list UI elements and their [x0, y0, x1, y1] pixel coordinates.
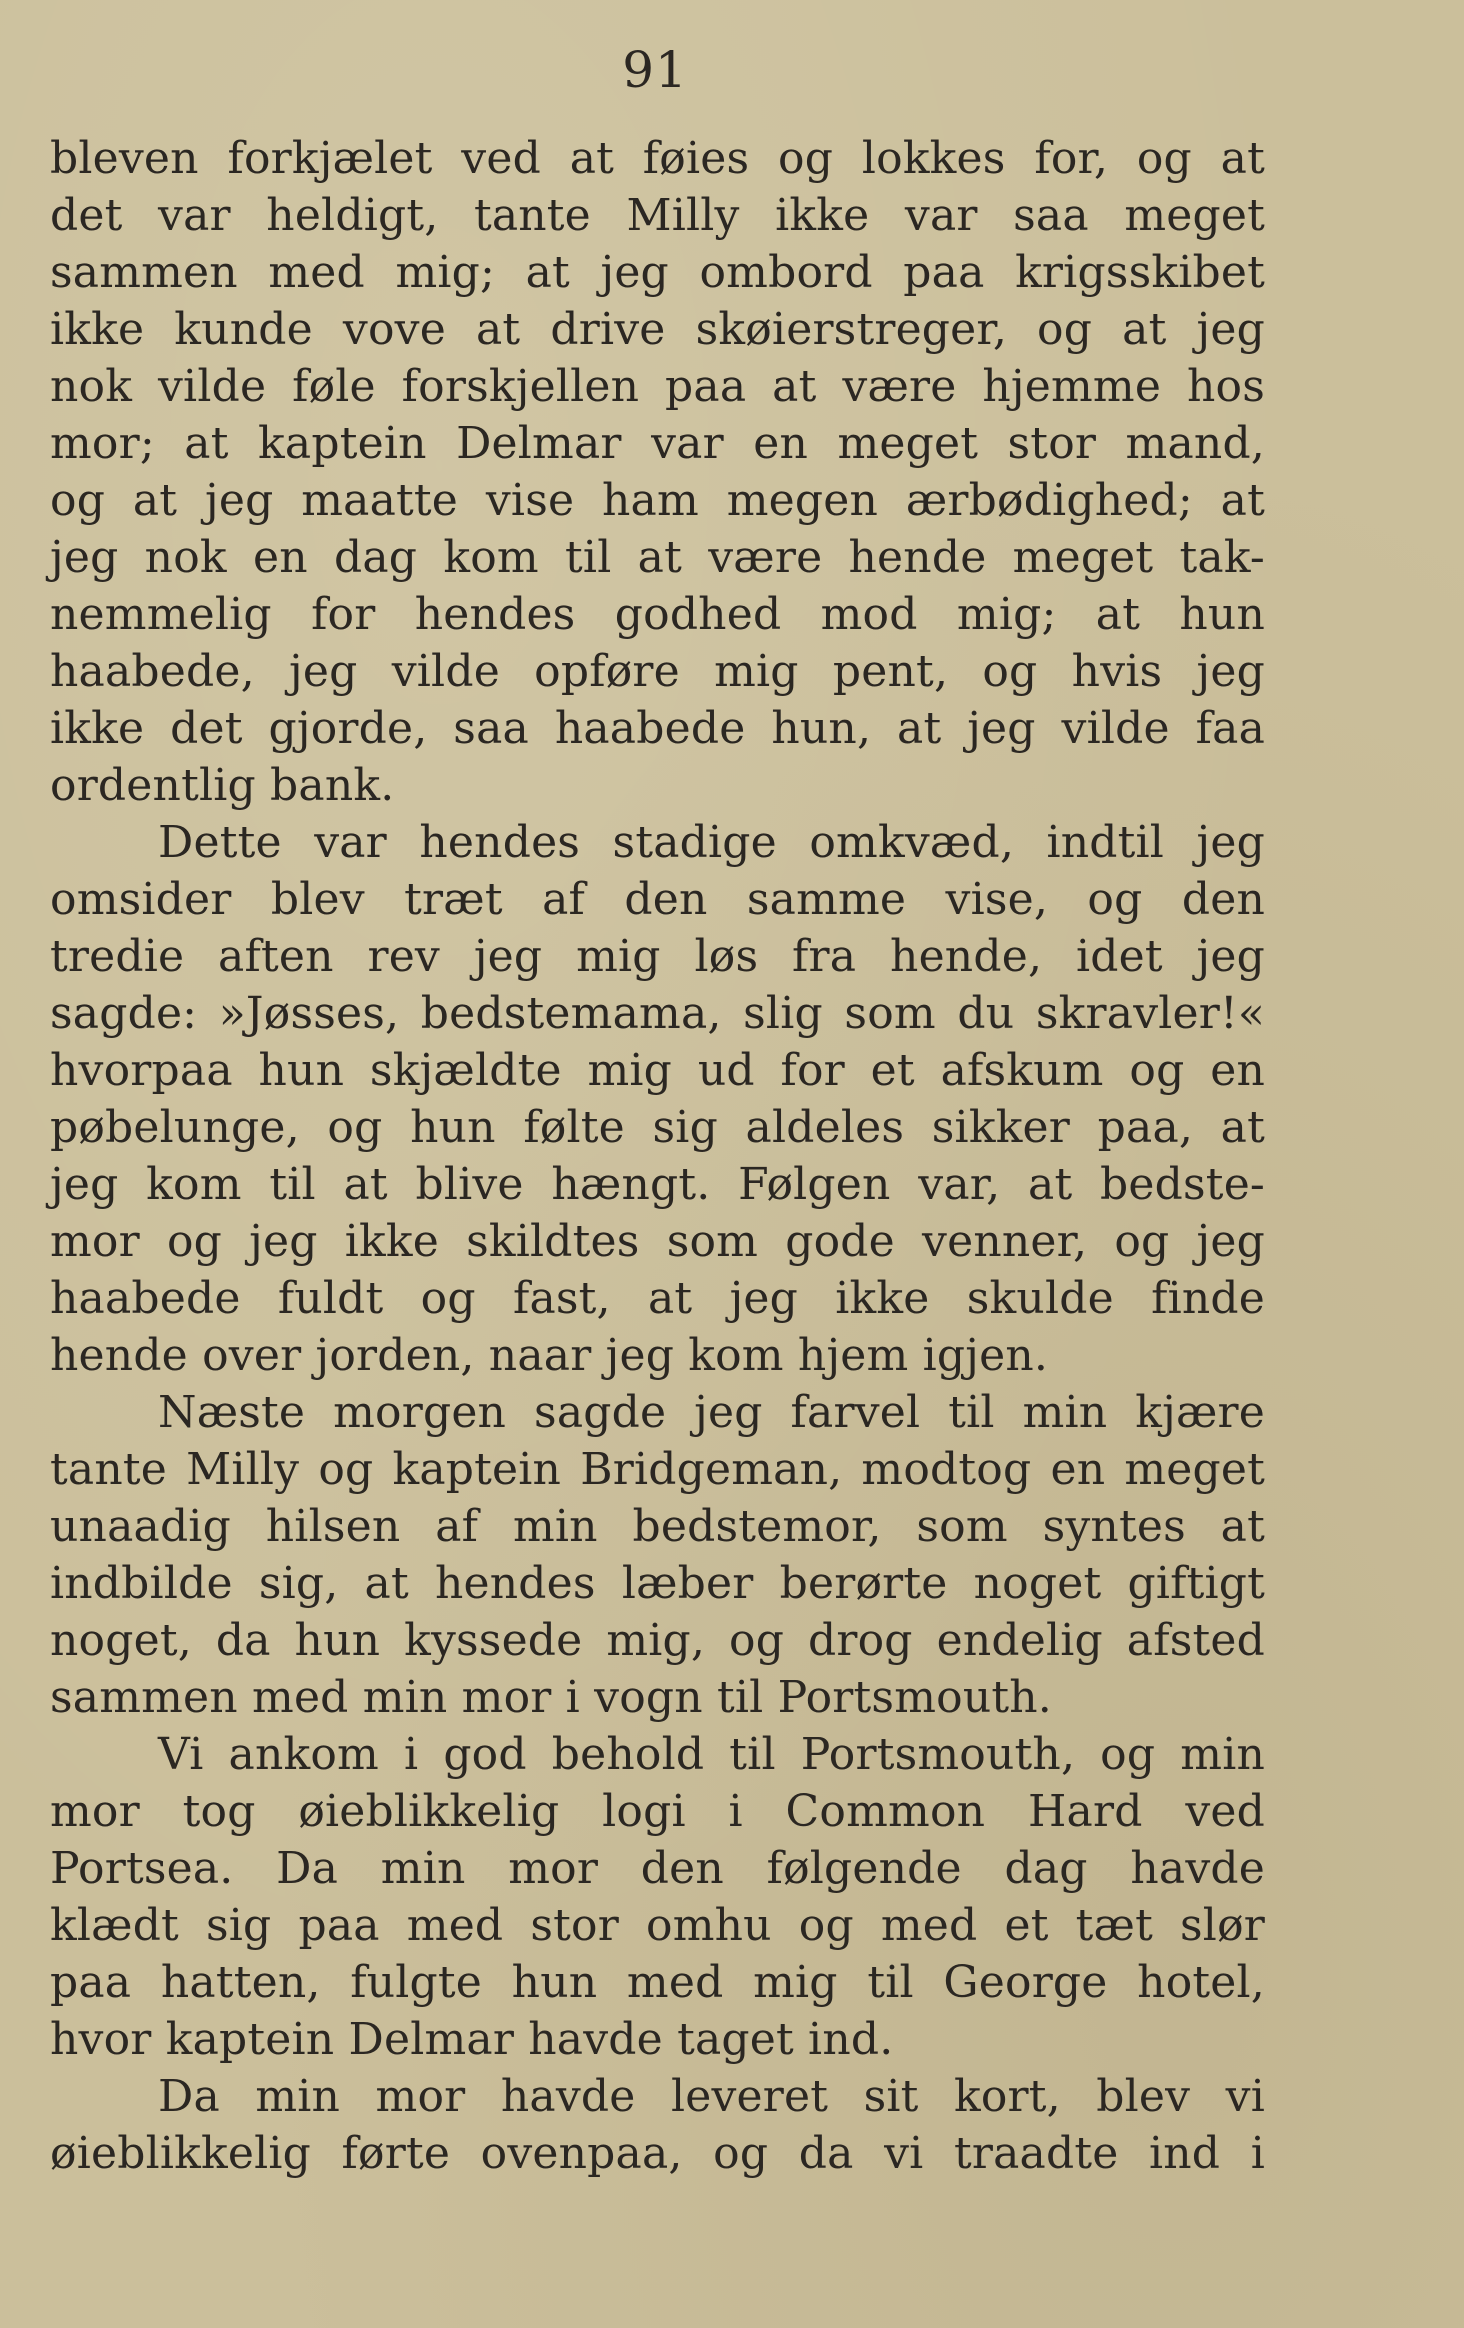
- text-line: tredie aften rev jeg mig løs fra hende, idet jeg: [50, 931, 1265, 982]
- text-line: Næste morgen sagde jeg farvel til min kjære: [158, 1387, 1265, 1438]
- text-line: hende over jorden, naar jeg kom hjem igjen.: [50, 1330, 1049, 1381]
- text-line: ordentlig bank.: [50, 760, 395, 811]
- body-text: [50, 130, 1265, 2182]
- text-line: paa hatten, fulgte hun med mig til George hotel,: [50, 1957, 1265, 2008]
- text-line: jeg nok en dag kom til at være hende meget tak-: [50, 532, 1265, 583]
- text-line: Da min mor havde leveret sit kort, blev vi: [158, 2071, 1265, 2122]
- text-line: øieblikkelig førte ovenpaa, og da vi traadte ind i: [50, 2128, 1265, 2179]
- text-line: noget, da hun kyssede mig, og drog endelig afsted: [50, 1615, 1265, 1666]
- text-line: haabede fuldt og fast, at jeg ikke skulde finde: [50, 1273, 1265, 1324]
- page-number: 91: [622, 41, 688, 99]
- text-line: unaadig hilsen af min bedstemor, som syntes at: [50, 1501, 1265, 1552]
- text-line: nok vilde føle forskjellen paa at være hjemme hos: [50, 361, 1265, 412]
- text-line: mor; at kaptein Delmar var en meget stor mand,: [50, 418, 1265, 469]
- text-line: tante Milly og kaptein Bridgeman, modtog en meget: [50, 1444, 1265, 1495]
- text-line: bleven forkjælet ved at føies og lokkes for, og at: [50, 133, 1265, 184]
- text-line: Vi ankom i god behold til Portsmouth, og min: [158, 1729, 1265, 1780]
- text-line: mor og jeg ikke skildtes som gode venner, og jeg: [50, 1216, 1265, 1267]
- text-line: mor tog øieblikkelig logi i Common Hard ved: [50, 1786, 1265, 1837]
- text-line: sammen med mig; at jeg ombord paa krigsskibet: [50, 247, 1265, 298]
- text-line: sagde: »Jøsses, bedstemama, slig som du skravler!«: [50, 988, 1265, 1039]
- text-line: ikke kunde vove at drive skøierstreger, og at jeg: [50, 304, 1265, 355]
- text-line: Portsea. Da min mor den følgende dag havde: [50, 1843, 1265, 1894]
- text-line: pøbelunge, og hun følte sig aldeles sikker paa, at: [50, 1102, 1265, 1153]
- text-line: ikke det gjorde, saa haabede hun, at jeg vilde faa: [50, 703, 1265, 754]
- text-line: indbilde sig, at hendes læber berørte noget giftigt: [50, 1558, 1265, 1609]
- text-line: hvorpaa hun skjældte mig ud for et afskum og en: [50, 1045, 1265, 1096]
- text-line: klædt sig paa med stor omhu og med et tæt slør: [50, 1900, 1265, 1951]
- text-line: jeg kom til at blive hængt. Følgen var, at bedste-: [50, 1159, 1265, 1210]
- text-line: det var heldigt, tante Milly ikke var saa meget: [50, 190, 1265, 241]
- text-line: haabede, jeg vilde opføre mig pent, og hvis jeg: [50, 646, 1265, 697]
- text-line: nemmelig for hendes godhed mod mig; at hun: [50, 589, 1265, 640]
- text-line: og at jeg maatte vise ham megen ærbødighed; at: [50, 475, 1265, 526]
- text-line: hvor kaptein Delmar havde taget ind.: [50, 2014, 894, 2065]
- text-line: omsider blev træt af den samme vise, og den: [50, 874, 1265, 925]
- text-line: Dette var hendes stadige omkvæd, indtil jeg: [158, 817, 1265, 868]
- text-line: sammen med min mor i vogn til Portsmouth.: [50, 1672, 1052, 1723]
